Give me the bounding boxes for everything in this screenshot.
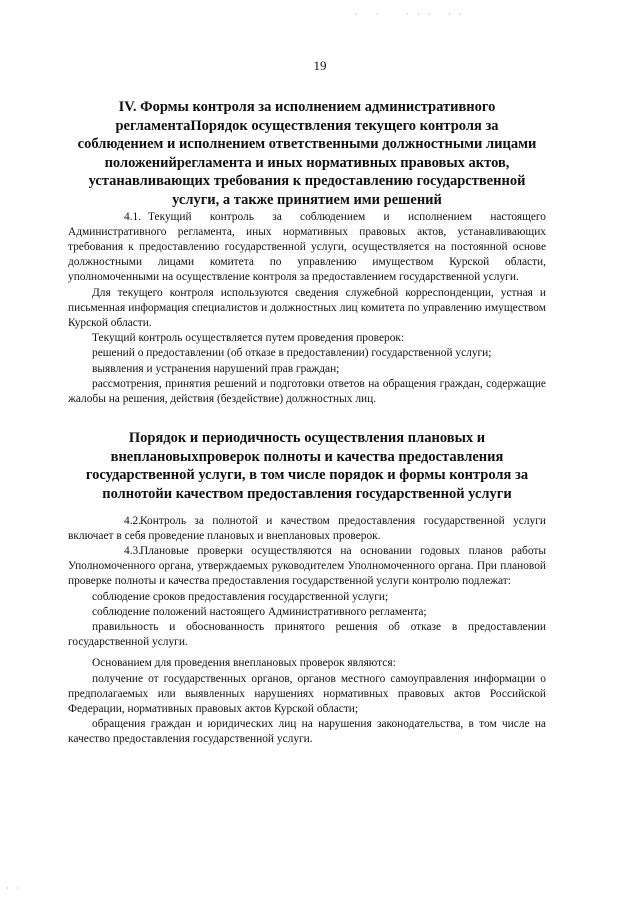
paragraph-4-1 — [68, 210, 546, 286]
list-item: рассмотрения, принятия решений и подготовки ответов на обращения граждан, содержащие жалобы на решения, действия (бездействие) должностных лиц. — [68, 377, 546, 405]
list-item: получение от государственных органов, органов местного самоуправления информации о предполагаемых или выявленных нарушениях нормативных правовых актов Российской Федерации, нормативных правовых актов Курской области; — [68, 672, 546, 716]
scan-artifact: · · · · · · · — [355, 10, 465, 19]
list-item: выявления и устранения нарушений прав граждан; — [92, 362, 340, 375]
paragraph-number: 4.3. — [124, 544, 142, 557]
list-item: решений о предоставлении (об отказе в предоставлении) государственной услуги; — [92, 347, 492, 360]
list-item: правильность и обоснованность принятого решения об отказе в предоставлении государственной услуги. — [68, 621, 546, 649]
paragraph-text: Плановые проверки осуществляются на основании годовых планов работы Уполномоченного органа, утверждаемых руководителем Уполномоченного органа. При плановой проверке полноты и качества предоставления государственной услуги контролю подлежат: — [68, 544, 546, 588]
scan-artifact: · · — [6, 884, 23, 893]
list-item: соблюдение сроков предоставления государственной услуги; — [92, 590, 389, 603]
paragraph-text: Текущий контроль за соблюдением и исполнением настоящего Административного регламента, иных нормативных правовых актов, устанавливающих требования к предоставлению государственной услуги, осуществляется на постоянной основе должностными лицами комитета по управлению имуществом Курской области, уполномоченными на осуществление контроля за предоставлением государственной услуги. — [68, 210, 546, 284]
list-item: обращения граждан и юридических лиц на нарушения законодательства, в том числе на качество предоставления государственной услуги. — [68, 718, 546, 746]
paragraph: Текущий контроль осуществляется путем проведения проверок: — [92, 332, 405, 345]
list-item: соблюдение положений настоящего Административного регламента; — [92, 605, 427, 618]
paragraph-4-2 — [68, 514, 546, 544]
paragraph-number: 4.1. — [124, 210, 142, 223]
paragraph-4-3 — [68, 544, 546, 590]
paragraph-text: Контроль за полнотой и качеством предоставления государственной услуги включает в себя проведение плановых и внеплановых проверок. — [68, 514, 546, 542]
page-number: 19 — [313, 58, 327, 73]
section-title: Порядок и периодичность осуществления плановых и внеплановыхпроверок полноты и качества предоставления государственной услуги, в том числе порядок и формы контроля за полнотойи качеством предоставления государственной услуги — [85, 430, 529, 502]
paragraph: Для текущего контроля используются сведения служебной корреспонденции, устная и письменная информация специалистов и должностных лиц комитета по управлению имуществом Курской области. — [68, 286, 546, 329]
paragraph-number: 4.2. — [124, 514, 142, 527]
paragraph: Основанием для проведения внеплановых проверок являются: — [92, 657, 396, 670]
document-body — [68, 98, 546, 748]
section-title: IV. Формы контроля за исполнением административного регламентаПорядок осуществления текущего контроля за соблюдением и исполнением ответственными должностными лицами положенийрегламента и иных нормативных правовых актов, устанавливающих требования к предоставлению государственной услуги, а также принятием ими решений — [77, 99, 537, 208]
